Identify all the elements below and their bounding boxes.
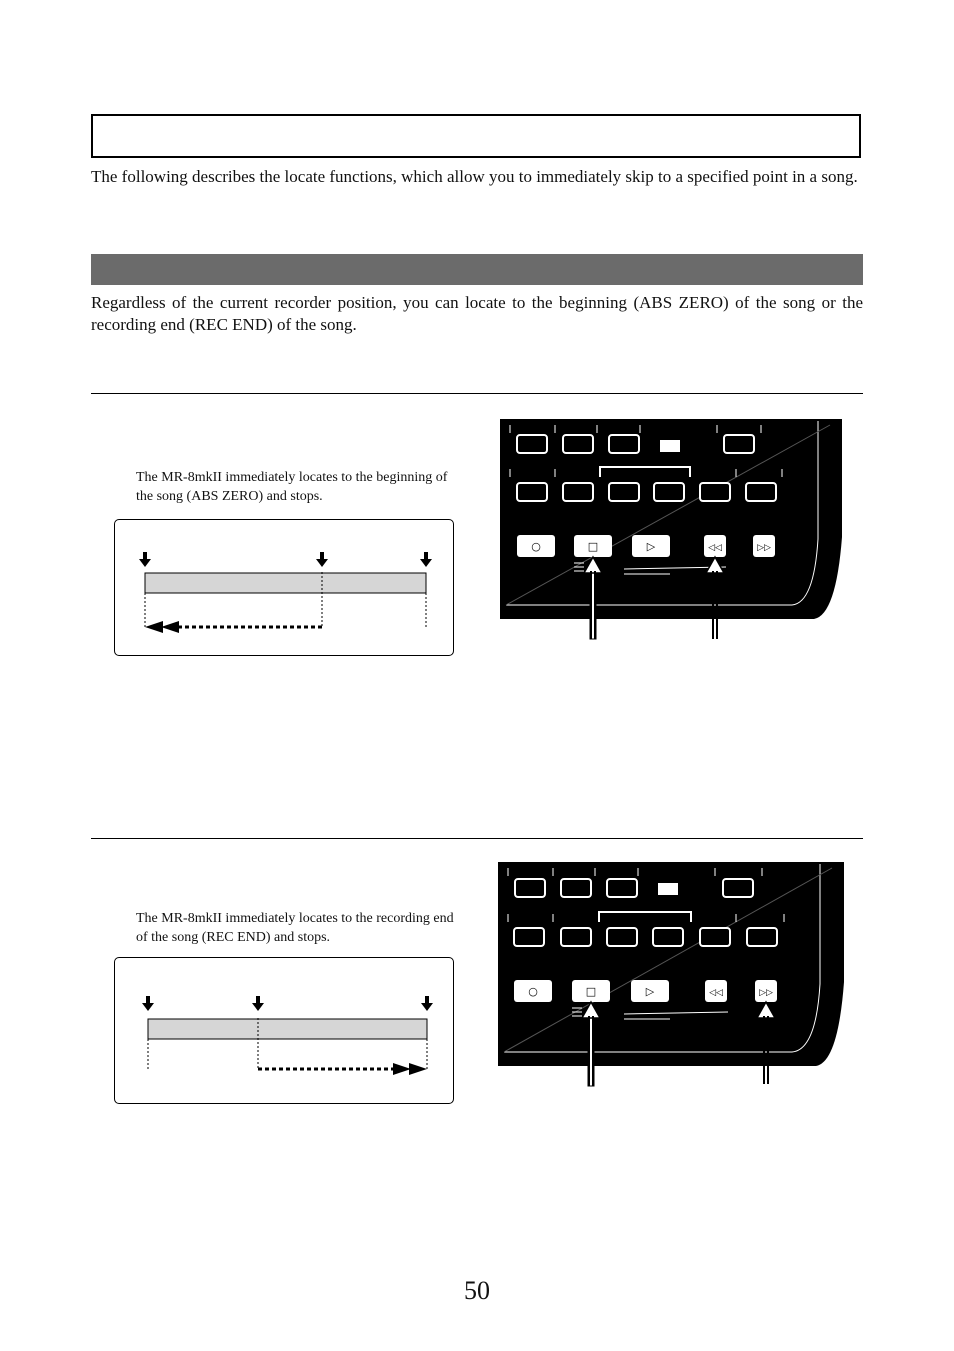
- svg-text:◁◁: ◁◁: [709, 988, 723, 998]
- song-timeline-bar: [148, 1019, 427, 1039]
- procedure-2-rule: [91, 838, 863, 839]
- section-title-box: [91, 114, 861, 158]
- procedure-1-rule: [91, 393, 863, 394]
- svg-text:○: ○: [531, 540, 541, 553]
- recorder-panel-1: [500, 419, 844, 641]
- record-button[interactable]: [514, 980, 552, 1002]
- page-number: 50: [464, 1276, 490, 1305]
- svg-text:▷▷: ▷▷: [759, 988, 773, 998]
- svg-text:▷▷: ▷▷: [757, 543, 771, 553]
- play-button[interactable]: [631, 980, 669, 1002]
- stop-button[interactable]: [572, 980, 610, 1002]
- fast-forward-button[interactable]: [753, 535, 775, 557]
- svg-text:▷: ▷: [645, 985, 655, 998]
- section-paragraph: Regardless of the current recorder position, you can locate to the beginning (ABS ZERO) of the song or the recording end (REC END) of the song.: [91, 293, 863, 334]
- subsection-heading-bar: [91, 254, 863, 285]
- record-button[interactable]: [517, 535, 555, 557]
- rewind-button[interactable]: [704, 535, 726, 557]
- abs-zero-marker-icon: [142, 996, 154, 1011]
- svg-text:◁◁: ◁◁: [708, 543, 722, 553]
- locate-right-arrow: [258, 1063, 427, 1075]
- recorder-panel-2: [498, 862, 845, 1088]
- svg-text:▷: ▷: [646, 540, 656, 553]
- intro-paragraph: The following describes the locate functions, which allow you to immediately skip to a specified point in a song.: [91, 167, 858, 186]
- procedure-2-caption: The MR-8mkII immediately locates to the recording end of the song (REC END) and stops.: [136, 911, 454, 945]
- locate-left-arrow: [145, 621, 322, 633]
- svg-text:□: □: [585, 985, 597, 998]
- rec-end-locate-diagram: [114, 957, 454, 1104]
- abs-zero-locate-diagram: [114, 519, 454, 656]
- rec-end-marker-icon: [421, 996, 433, 1011]
- abs-zero-marker-icon: [139, 552, 151, 567]
- current-position-marker-icon: [252, 996, 264, 1011]
- svg-text:□: □: [587, 540, 599, 553]
- fast-forward-button[interactable]: [755, 980, 777, 1002]
- song-timeline-bar: [145, 573, 426, 593]
- svg-text:○: ○: [528, 985, 538, 998]
- procedure-1-caption: The MR-8mkII immediately locates to the beginning of the song (ABS ZERO) and stops.: [136, 470, 448, 504]
- rewind-button[interactable]: [705, 980, 727, 1002]
- rec-end-marker-icon: [420, 552, 432, 567]
- current-position-marker-icon: [316, 552, 328, 567]
- play-button[interactable]: [632, 535, 670, 557]
- stop-button[interactable]: [574, 535, 612, 557]
